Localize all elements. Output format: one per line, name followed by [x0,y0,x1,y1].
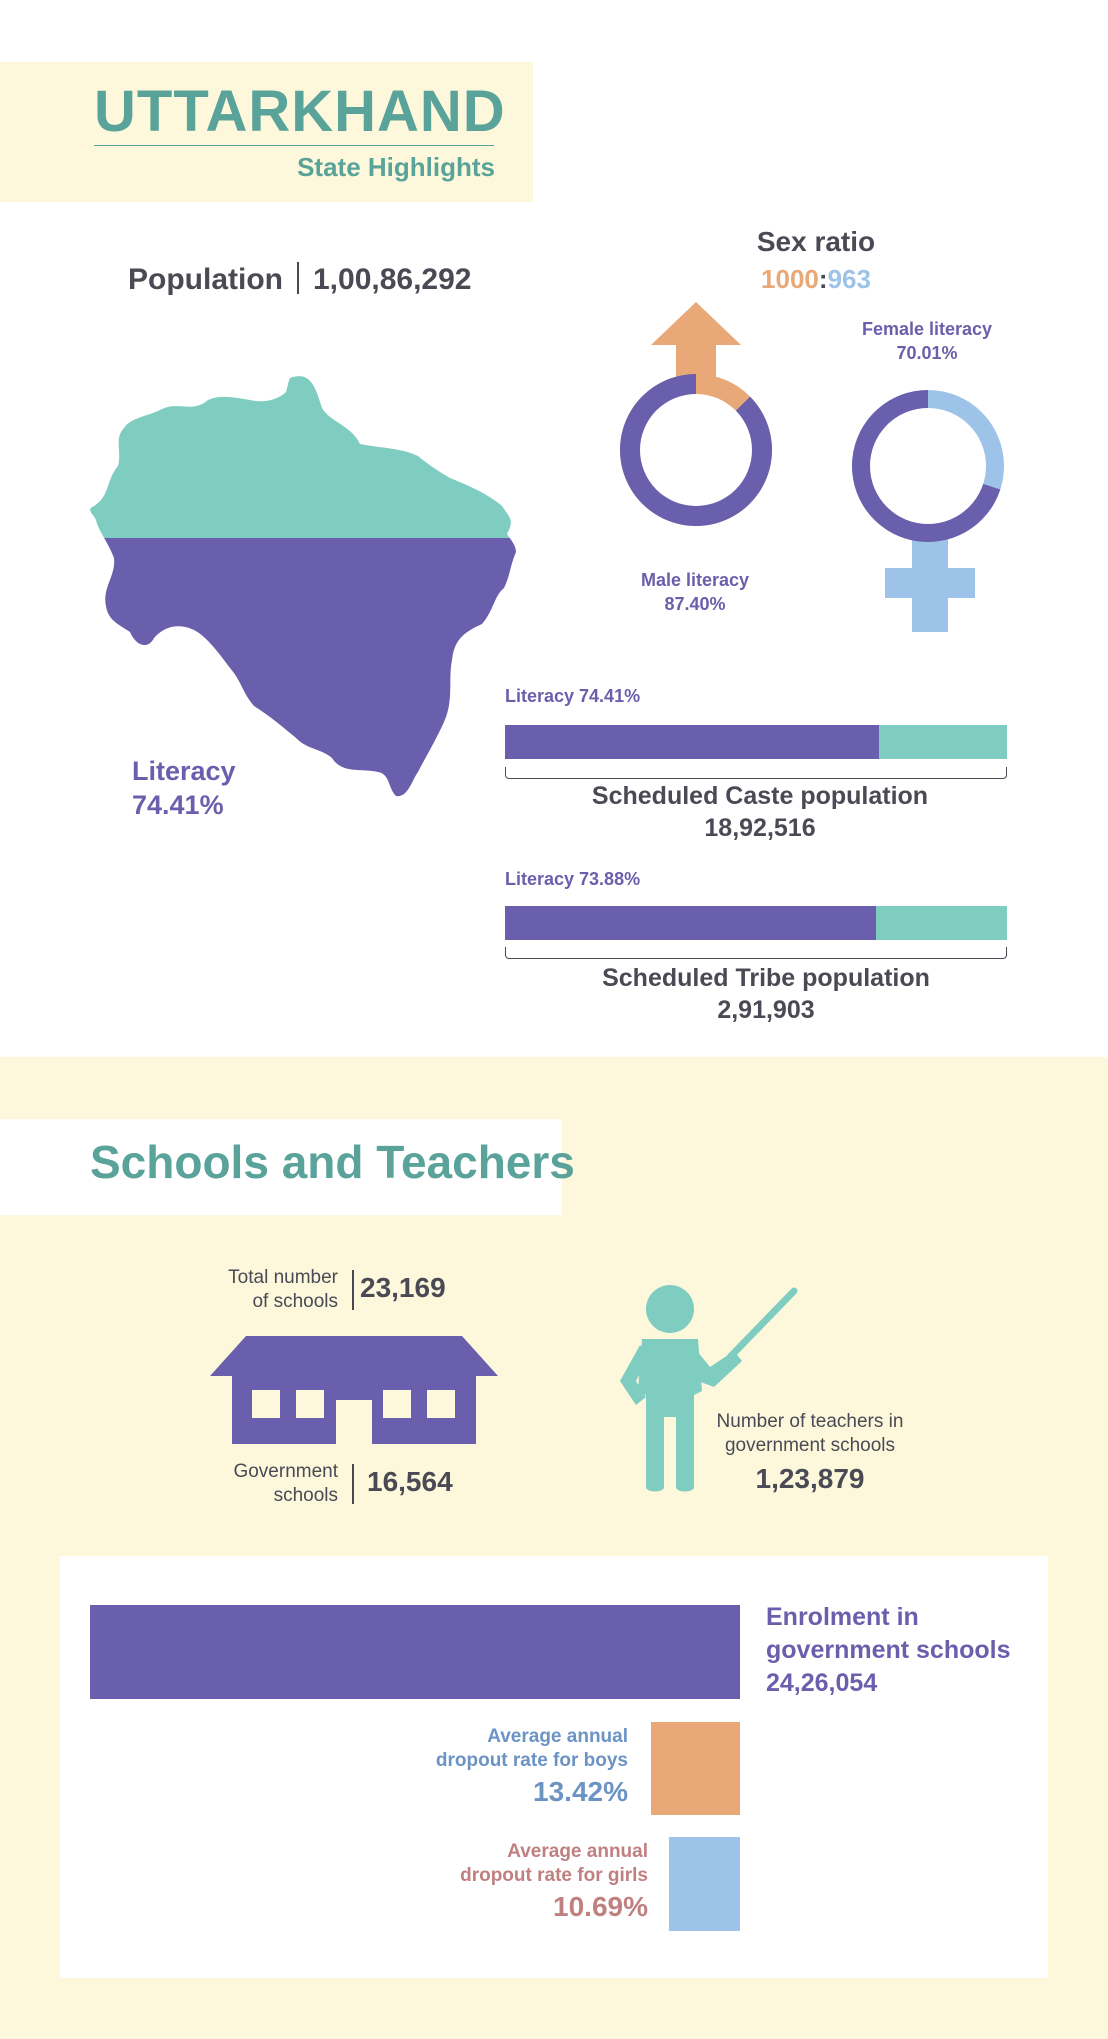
state-map-icon [90,370,560,810]
sex-ratio-male: 1000 [761,264,819,294]
dropout-boys-label [380,1725,628,1773]
sc-caption [505,780,1015,844]
sc-bracket [505,767,1007,779]
female-literacy-label [832,317,1022,365]
female-cross-bar [885,568,975,598]
sex-ratio-value [716,264,916,295]
literacy-stat [132,754,236,822]
dropout-girls-value: 10.69% [553,1891,648,1922]
govt-schools-value: 16,564 [367,1466,453,1497]
st-literacy-label: Literacy 73.88% [505,869,641,889]
literacy-label: Literacy [132,756,236,786]
dropout-boys-bar [651,1722,740,1815]
govt-schools-label-2: schools [273,1485,338,1506]
enrolment-label [766,1601,1011,1700]
state-title: UTTARKHAND [94,79,506,144]
total-schools-label-1: Total number [228,1267,338,1288]
section-title: Schools and Teachers [90,1136,575,1188]
sc-literacy-label: Literacy 74.41% [505,686,641,706]
total-schools-label [180,1266,338,1314]
st-caption [505,962,1027,1026]
total-schools-label-2: of schools [252,1291,338,1312]
population-value: 1,00,86,292 [312,263,472,296]
teachers-label-2: government schools [724,1435,896,1456]
sex-ratio-colon: : [818,264,828,294]
female-symbol-icon [830,370,1030,640]
enrolment-bar [90,1605,740,1699]
school-window [252,1390,280,1418]
teachers-value: 1,23,879 [755,1463,865,1494]
st-value: 2,91,903 [717,996,815,1024]
population-separator [297,262,299,294]
male-literacy-text: Male literacy [640,570,750,590]
literacy-value: 74.41% [132,790,224,820]
sex-ratio-female: 963 [827,264,871,294]
school-window [296,1390,324,1418]
total-schools-divider [352,1270,354,1310]
govt-schools-divider [352,1464,354,1504]
sex-ratio-title: Sex ratio [756,226,876,257]
dropout-boys-label-2: dropout rate for boys [435,1750,628,1771]
govt-schools-label-1: Government [233,1461,338,1482]
population-label: Population [128,263,283,296]
st-literacy-fill [505,906,876,940]
dropout-boys-value: 13.42% [533,1776,628,1807]
sc-literacy-track [505,725,1007,759]
state-subtitle: State Highlights [297,152,495,182]
govt-schools-label [180,1460,338,1508]
male-symbol-icon [596,300,796,540]
st-title: Scheduled Tribe population [602,964,930,992]
st-bracket [505,947,1007,959]
school-door [336,1400,372,1446]
enrolment-label-1: Enrolment in [766,1603,919,1631]
title-divider [94,145,494,146]
dropout-girls-bar [669,1837,740,1931]
teachers-label [700,1410,920,1458]
teachers-label-1: Number of teachers in [716,1411,904,1432]
enrolment-label-2: government schools [766,1636,1011,1664]
teacher-head [646,1285,694,1333]
total-schools-value: 23,169 [360,1272,446,1303]
dropout-girls-label-1: Average annual [507,1841,648,1862]
school-window [383,1390,411,1418]
male-literacy-value: 87.40% [664,594,726,614]
teacher-pointer [730,1291,794,1357]
enrolment-value: 24,26,054 [766,1669,878,1697]
sc-title: Scheduled Caste population [591,782,929,810]
female-donut-hole [870,408,986,524]
teacher-body [638,1339,702,1492]
st-literacy-track [505,906,1007,940]
map-non-literate-region [90,370,560,538]
school-roof [210,1336,498,1376]
school-building-icon [208,1334,500,1446]
male-literacy-label [600,568,790,616]
dropout-boys-label-1: Average annual [487,1726,628,1747]
sc-literacy-fill [505,725,879,759]
female-literacy-text: Female literacy [861,319,993,339]
population-stat [128,262,471,297]
sc-value: 18,92,516 [704,814,816,842]
female-literacy-value: 70.01% [896,343,958,363]
male-donut-hole [640,394,752,506]
school-window [427,1390,455,1418]
male-arrow [651,302,741,378]
dropout-girls-label-2: dropout rate for girls [460,1865,648,1886]
dropout-girls-label [400,1840,648,1888]
